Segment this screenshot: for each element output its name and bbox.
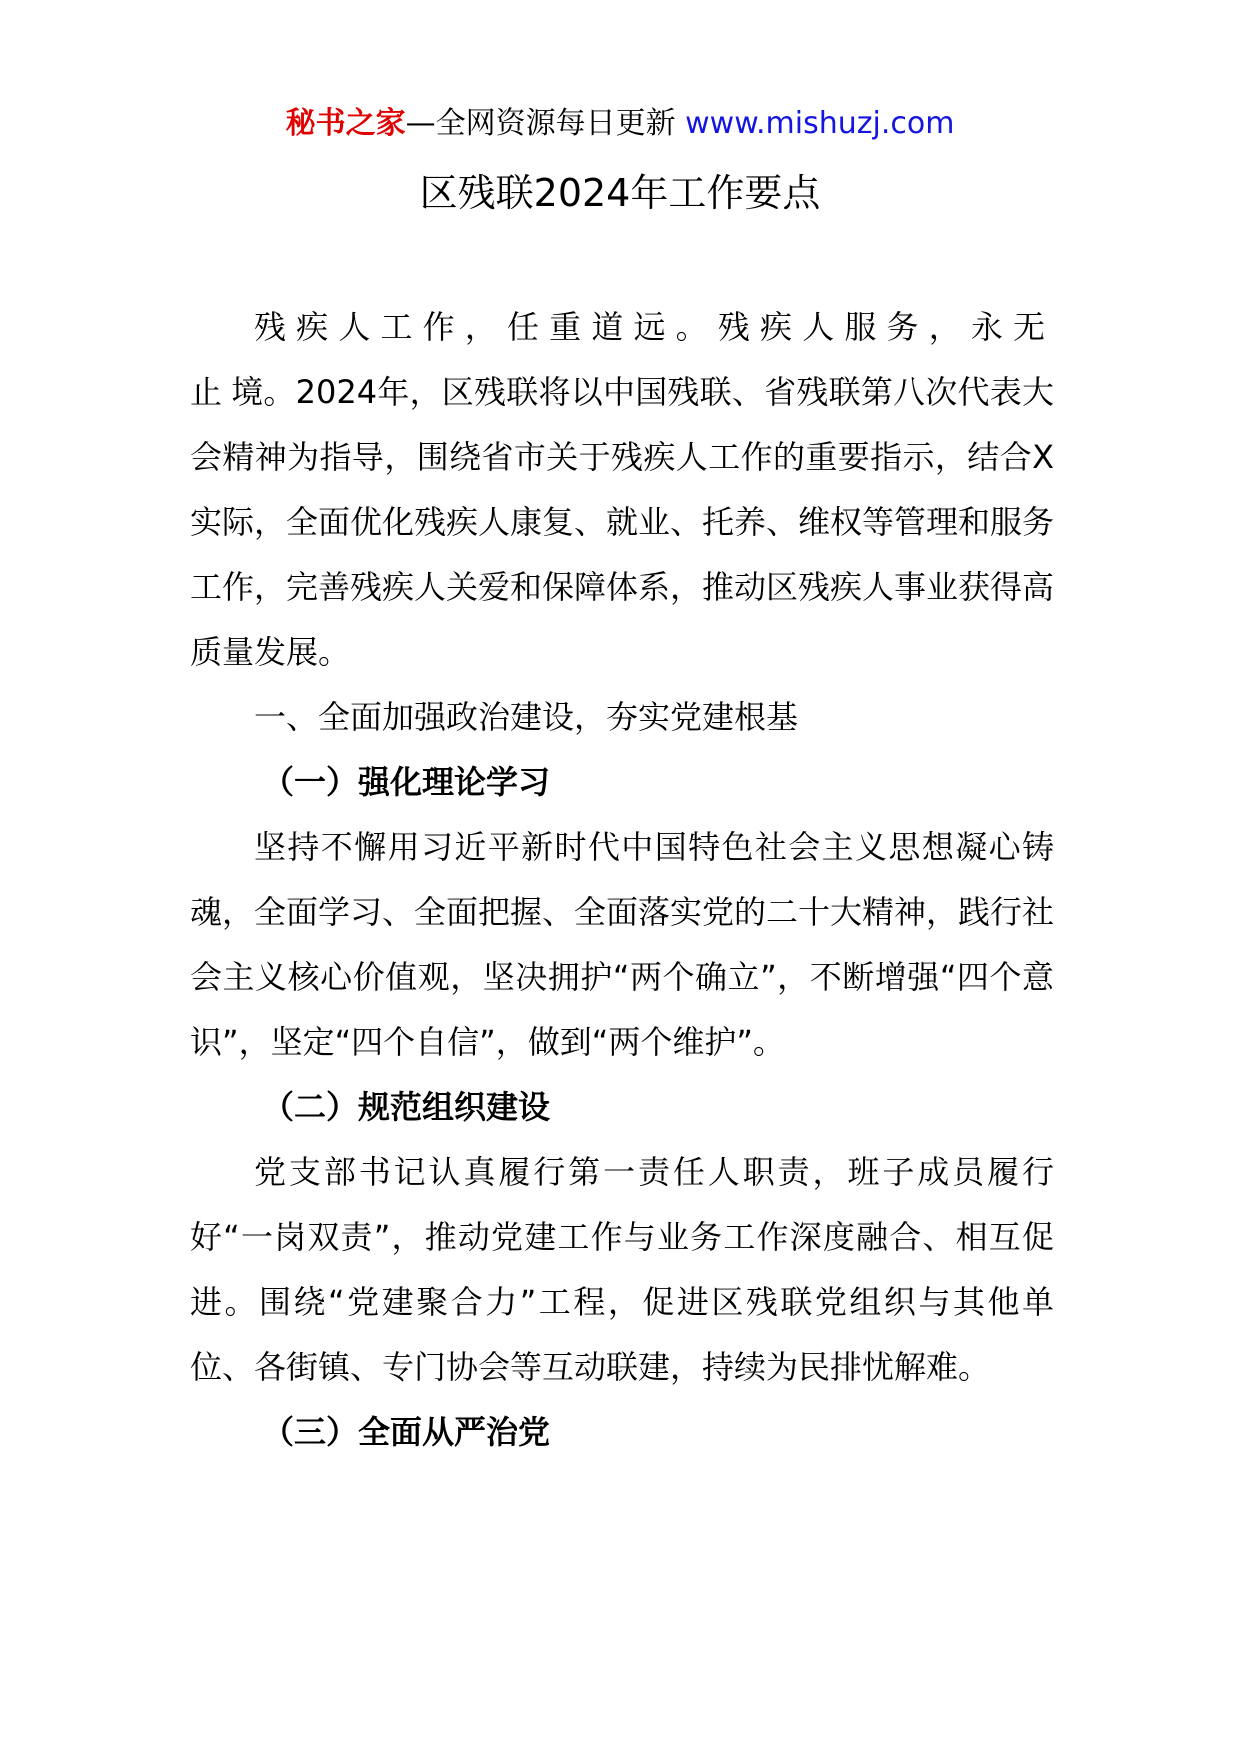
- subsection-paragraph-1: 坚持不懈用习近平新时代中国特色社会主义思想凝心铸魂，全面学习、全面把握、全面落实党的二十大精神，践行社会主义核心价值观，坚决拥护“两个确立”，不断增强“四个意识”，坚定“四个自信”，做到“两个维护”。: [190, 828, 1055, 1061]
- brand-name: 秘书之家: [285, 106, 406, 141]
- document-body: [190, 295, 1054, 1465]
- intro-first-line: 残疾人工作，任重道远。残疾人服务，永无止: [190, 308, 1054, 411]
- intro-paragraph: [190, 295, 1054, 685]
- intro-rest: 境。2024年，区残联将以中国残联、省残联第八次代表大会精神为指导，围绕省市关于残疾人工作的重要指示，结合X实际，全面优化残疾人康复、就业、托养、维权等管理和服务工作，完善残疾人关爱和保障体系，推动区残疾人事业获得高质量发展。: [190, 373, 1055, 671]
- subsection-heading-2: （二）规范组织建设: [262, 1088, 551, 1126]
- subsection-heading-3: （三）全面从严治党: [262, 1413, 551, 1451]
- subsection-paragraph-2: 党支部书记认真履行第一责任人职责，班子成员履行好“一岗双责”，推动党建工作与业务工作深度融合、相互促进。围绕“党建聚合力”工程，促进区残联党组织与其他单位、各街镇、专门协会等互动联建，持续为民排忧解难。: [190, 1153, 1054, 1386]
- site-url-link[interactable]: www.mishuzj.com: [685, 106, 955, 141]
- document-title: 区残联2024年工作要点: [419, 171, 821, 215]
- subsection-heading-1: （一）强化理论学习: [262, 763, 551, 801]
- site-header: [0, 102, 1240, 146]
- section-heading-1: 一、全面加强政治建设，夯实党建根基: [254, 698, 799, 736]
- header-tagline: —全网资源每日更新: [405, 106, 676, 141]
